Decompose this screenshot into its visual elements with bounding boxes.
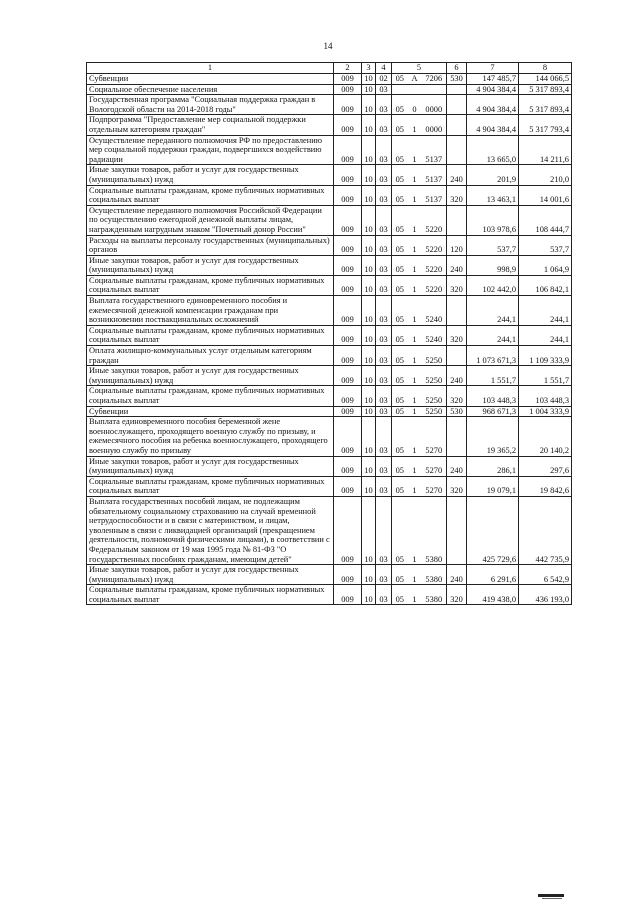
program-code: 05	[392, 456, 408, 476]
subprogram-code: 1	[408, 476, 422, 496]
program-code	[392, 84, 408, 95]
ministry-code: 009	[334, 585, 362, 605]
subsection-code: 03	[376, 255, 392, 275]
ministry-code: 009	[334, 205, 362, 235]
program-code: 05	[392, 115, 408, 135]
ministry-code: 009	[334, 496, 362, 564]
amount-2016: 4 904 384,4	[467, 115, 519, 135]
table-row	[87, 386, 572, 406]
program-code: 05	[392, 185, 408, 205]
item-code: 5250	[422, 386, 447, 406]
subprogram-code: 1	[408, 366, 422, 386]
expense-type-code	[447, 296, 467, 326]
table-row	[87, 275, 572, 295]
ministry-code: 009	[334, 275, 362, 295]
amount-2017: 442 735,9	[519, 496, 572, 564]
row-name: Иные закупки товаров, работ и услуг для государственных (муниципальных) нужд	[87, 255, 334, 275]
amount-2017: 244,1	[519, 296, 572, 326]
table-row	[87, 115, 572, 135]
subsection-code: 03	[376, 406, 392, 417]
table-row	[87, 366, 572, 386]
item-code: 5250	[422, 406, 447, 417]
amount-2017: 5 317 893,4	[519, 95, 572, 115]
section-code: 10	[362, 205, 376, 235]
item-code: 7206	[422, 74, 447, 85]
section-code: 10	[362, 366, 376, 386]
subsection-code: 03	[376, 456, 392, 476]
program-code: 05	[392, 135, 408, 165]
row-name: Иные закупки товаров, работ и услуг для государственных (муниципальных) нужд	[87, 565, 334, 585]
table-row	[87, 95, 572, 115]
row-name: Субвенции	[87, 406, 334, 417]
row-name: Иные закупки товаров, работ и услуг для государственных (муниципальных) нужд	[87, 165, 334, 185]
table-row	[87, 565, 572, 585]
expense-type-code	[447, 115, 467, 135]
section-code: 10	[362, 255, 376, 275]
expense-type-code: 240	[447, 255, 467, 275]
subprogram-code: 1	[408, 325, 422, 345]
section-code: 10	[362, 456, 376, 476]
subsection-code: 03	[376, 115, 392, 135]
header-cell: 7	[467, 63, 519, 74]
subsection-code: 03	[376, 205, 392, 235]
program-code: 05	[392, 235, 408, 255]
budget-table	[86, 62, 572, 605]
amount-2016: 103 978,6	[467, 205, 519, 235]
subsection-code: 03	[376, 476, 392, 496]
header-cell: 4	[376, 63, 392, 74]
amount-2017: 537,7	[519, 235, 572, 255]
ministry-code: 009	[334, 74, 362, 85]
amount-2016: 6 291,6	[467, 565, 519, 585]
amount-2016: 19 365,2	[467, 417, 519, 456]
program-code: 05	[392, 346, 408, 366]
amount-2016: 1 073 671,3	[467, 346, 519, 366]
item-code: 5137	[422, 135, 447, 165]
section-code: 10	[362, 165, 376, 185]
expense-type-code: 320	[447, 476, 467, 496]
amount-2016: 537,7	[467, 235, 519, 255]
section-code: 10	[362, 185, 376, 205]
item-code: 5240	[422, 325, 447, 345]
amount-2017: 436 193,0	[519, 585, 572, 605]
subsection-code: 03	[376, 185, 392, 205]
item-code: 0000	[422, 115, 447, 135]
amount-2016: 4 904 384,4	[467, 95, 519, 115]
subprogram-code: 1	[408, 255, 422, 275]
expense-type-code: 240	[447, 565, 467, 585]
ministry-code: 009	[334, 185, 362, 205]
subprogram-code: 1	[408, 386, 422, 406]
subprogram-code: 1	[408, 346, 422, 366]
subsection-code: 03	[376, 95, 392, 115]
ministry-code: 009	[334, 165, 362, 185]
section-code: 10	[362, 275, 376, 295]
section-code: 10	[362, 417, 376, 456]
item-code: 5380	[422, 565, 447, 585]
amount-2017: 244,1	[519, 325, 572, 345]
ministry-code: 009	[334, 417, 362, 456]
section-code: 10	[362, 235, 376, 255]
ministry-code: 009	[334, 406, 362, 417]
section-code: 10	[362, 296, 376, 326]
row-name: Осуществление переданного полномочия Российской Федерации по осуществлению ежегодной денежной выплаты лицам, награжденным нагрудным знаком "Почетный донор России"	[87, 205, 334, 235]
row-name: Выплата государственного единовременного пособия и ежемесячной денежной компенсации гражданам при возникновении поствакцинальных осложнений	[87, 296, 334, 326]
item-code: 5220	[422, 205, 447, 235]
row-name: Субвенции	[87, 74, 334, 85]
section-code: 10	[362, 95, 376, 115]
subprogram-code: А	[408, 74, 422, 85]
table-row	[87, 84, 572, 95]
subprogram-code: 1	[408, 185, 422, 205]
expense-type-code: 320	[447, 275, 467, 295]
section-code: 10	[362, 585, 376, 605]
row-name: Выплата единовременного пособия беременной жене военнослужащего, проходящего военную службу по призыву, и ежемесячного пособия на ребенка военнослужащего, проходящего военную службу по призыву	[87, 417, 334, 456]
section-code: 10	[362, 325, 376, 345]
row-name: Оплата жилищно-коммунальных услуг отдельным категориям граждан	[87, 346, 334, 366]
item-code: 5270	[422, 417, 447, 456]
amount-2016: 13 665,0	[467, 135, 519, 165]
row-name: Государственная программа "Социальная поддержка граждан в Вологодской области на 2014-2018 годы"	[87, 95, 334, 115]
subsection-code: 03	[376, 135, 392, 165]
expense-type-code: 320	[447, 325, 467, 345]
ministry-code: 009	[334, 135, 362, 165]
item-code: 5137	[422, 165, 447, 185]
program-code: 05	[392, 296, 408, 326]
header-cell: 6	[447, 63, 467, 74]
section-code: 10	[362, 386, 376, 406]
row-name: Социальные выплаты гражданам, кроме публичных нормативных социальных выплат	[87, 185, 334, 205]
program-code: 05	[392, 585, 408, 605]
expense-type-code	[447, 84, 467, 95]
table-row	[87, 325, 572, 345]
subprogram-code: 0	[408, 95, 422, 115]
amount-2016: 968 671,3	[467, 406, 519, 417]
amount-2017: 297,6	[519, 456, 572, 476]
subprogram-code: 1	[408, 496, 422, 564]
table-row	[87, 296, 572, 326]
row-name: Расходы на выплаты персоналу государственных (муниципальных) органов	[87, 235, 334, 255]
item-code: 5220	[422, 235, 447, 255]
amount-2017: 20 140,2	[519, 417, 572, 456]
row-name: Иные закупки товаров, работ и услуг для государственных (муниципальных) нужд	[87, 456, 334, 476]
section-code: 10	[362, 84, 376, 95]
amount-2016: 4 904 384,4	[467, 84, 519, 95]
row-name: Выплата государственных пособий лицам, не подлежащим обязательному социальному страхованию на случай временной нетрудоспособности и в связи с материнством, и лицам, уволенным в связи с ликвидацией организаций (прекращением деятельности, полномочий физическими лицами), в соответствии с Федеральным законом от 19 мая 1995 года № 81-ФЗ "О государственных пособиях гражданам, имеющим детей"	[87, 496, 334, 564]
amount-2016: 1 551,7	[467, 366, 519, 386]
program-code: 05	[392, 386, 408, 406]
program-code: 05	[392, 496, 408, 564]
subprogram-code: 1	[408, 135, 422, 165]
subprogram-code: 1	[408, 585, 422, 605]
item-code: 5270	[422, 456, 447, 476]
subprogram-code: 1	[408, 417, 422, 456]
amount-2017: 1 004 333,9	[519, 406, 572, 417]
program-code: 05	[392, 366, 408, 386]
program-code: 05	[392, 325, 408, 345]
subsection-code: 03	[376, 565, 392, 585]
amount-2016: 102 442,0	[467, 275, 519, 295]
item-code: 0000	[422, 95, 447, 115]
ministry-code: 009	[334, 84, 362, 95]
item-code: 5270	[422, 476, 447, 496]
subprogram-code: 1	[408, 115, 422, 135]
subprogram-code: 1	[408, 205, 422, 235]
row-name: Социальные выплаты гражданам, кроме публичных нормативных социальных выплат	[87, 325, 334, 345]
amount-2017: 1 109 333,9	[519, 346, 572, 366]
table-row	[87, 406, 572, 417]
page-number: 14	[323, 41, 333, 51]
program-code: 05	[392, 476, 408, 496]
item-code: 5220	[422, 275, 447, 295]
ministry-code: 009	[334, 346, 362, 366]
amount-2016: 147 485,7	[467, 74, 519, 85]
section-code: 10	[362, 565, 376, 585]
subprogram-code: 1	[408, 235, 422, 255]
amount-2017: 19 842,6	[519, 476, 572, 496]
program-code: 05	[392, 95, 408, 115]
amount-2016: 425 729,6	[467, 496, 519, 564]
subsection-code: 03	[376, 165, 392, 185]
table-row	[87, 74, 572, 85]
amount-2016: 419 438,0	[467, 585, 519, 605]
subprogram-code: 1	[408, 165, 422, 185]
subsection-code: 03	[376, 496, 392, 564]
subsection-code: 03	[376, 325, 392, 345]
subsection-code: 03	[376, 346, 392, 366]
program-code: 05	[392, 406, 408, 417]
table-row	[87, 476, 572, 496]
amount-2016: 103 448,3	[467, 386, 519, 406]
subsection-code: 03	[376, 275, 392, 295]
subsection-code: 03	[376, 386, 392, 406]
table-row	[87, 346, 572, 366]
item-code: 5380	[422, 496, 447, 564]
row-name: Осуществление переданного полномочия РФ по предоставлению мер социальной поддержки граждан, подвергшихся воздействию радиации	[87, 135, 334, 165]
expense-type-code	[447, 205, 467, 235]
expense-type-code	[447, 496, 467, 564]
expense-type-code	[447, 135, 467, 165]
scan-mark	[538, 894, 564, 897]
expense-type-code	[447, 95, 467, 115]
item-code: 5240	[422, 296, 447, 326]
section-code: 10	[362, 115, 376, 135]
amount-2016: 998,9	[467, 255, 519, 275]
table-row	[87, 165, 572, 185]
header-cell: 1	[87, 63, 334, 74]
subprogram-code: 1	[408, 565, 422, 585]
amount-2017: 5 317 893,4	[519, 84, 572, 95]
amount-2017: 14 001,6	[519, 185, 572, 205]
section-code: 10	[362, 135, 376, 165]
item-code	[422, 84, 447, 95]
program-code: 05	[392, 255, 408, 275]
expense-type-code	[447, 346, 467, 366]
amount-2017: 144 066,5	[519, 74, 572, 85]
amount-2017: 1 551,7	[519, 366, 572, 386]
row-name: Социальные выплаты гражданам, кроме публичных нормативных социальных выплат	[87, 275, 334, 295]
header-row	[87, 63, 572, 74]
ministry-code: 009	[334, 95, 362, 115]
table-row	[87, 585, 572, 605]
subsection-code: 03	[376, 366, 392, 386]
program-code: 05	[392, 275, 408, 295]
expense-type-code: 240	[447, 366, 467, 386]
item-code: 5250	[422, 366, 447, 386]
expense-type-code: 320	[447, 386, 467, 406]
ministry-code: 009	[334, 366, 362, 386]
subsection-code: 03	[376, 84, 392, 95]
expense-type-code: 240	[447, 165, 467, 185]
expense-type-code	[447, 417, 467, 456]
program-code: 05	[392, 565, 408, 585]
expense-type-code: 530	[447, 74, 467, 85]
subprogram-code: 1	[408, 406, 422, 417]
program-code: 05	[392, 205, 408, 235]
program-code: 05	[392, 74, 408, 85]
header-cell: 8	[519, 63, 572, 74]
amount-2016: 244,1	[467, 325, 519, 345]
section-code: 10	[362, 476, 376, 496]
expense-type-code: 320	[447, 585, 467, 605]
item-code: 5220	[422, 255, 447, 275]
amount-2017: 1 064,9	[519, 255, 572, 275]
expense-type-code: 120	[447, 235, 467, 255]
table-row	[87, 417, 572, 456]
row-name: Социальные выплаты гражданам, кроме публичных нормативных социальных выплат	[87, 476, 334, 496]
table-row	[87, 255, 572, 275]
table-row	[87, 205, 572, 235]
ministry-code: 009	[334, 255, 362, 275]
subsection-code: 03	[376, 585, 392, 605]
amount-2016: 19 079,1	[467, 476, 519, 496]
subprogram-code: 1	[408, 275, 422, 295]
ministry-code: 009	[334, 476, 362, 496]
row-name: Социальные выплаты гражданам, кроме публичных нормативных социальных выплат	[87, 585, 334, 605]
row-name: Социальные выплаты гражданам, кроме публичных нормативных социальных выплат	[87, 386, 334, 406]
section-code: 10	[362, 496, 376, 564]
ministry-code: 009	[334, 115, 362, 135]
table-row	[87, 135, 572, 165]
amount-2016: 244,1	[467, 296, 519, 326]
row-name: Иные закупки товаров, работ и услуг для государственных (муниципальных) нужд	[87, 366, 334, 386]
ministry-code: 009	[334, 325, 362, 345]
subsection-code: 03	[376, 235, 392, 255]
subprogram-code: 1	[408, 456, 422, 476]
item-code: 5380	[422, 585, 447, 605]
amount-2017: 14 211,6	[519, 135, 572, 165]
expense-type-code: 240	[447, 456, 467, 476]
header-cell: 2	[334, 63, 362, 74]
ministry-code: 009	[334, 235, 362, 255]
section-code: 10	[362, 74, 376, 85]
table-row	[87, 235, 572, 255]
header-cell: 3	[362, 63, 376, 74]
amount-2017: 210,0	[519, 165, 572, 185]
amount-2017: 5 317 793,4	[519, 115, 572, 135]
ministry-code: 009	[334, 565, 362, 585]
amount-2016: 286,1	[467, 456, 519, 476]
subprogram-code	[408, 84, 422, 95]
row-name: Социальное обеспечение населения	[87, 84, 334, 95]
amount-2017: 108 444,7	[519, 205, 572, 235]
header-cell: 5	[392, 63, 447, 74]
table-row	[87, 456, 572, 476]
ministry-code: 009	[334, 296, 362, 326]
expense-type-code: 320	[447, 185, 467, 205]
ministry-code: 009	[334, 386, 362, 406]
subprogram-code: 1	[408, 296, 422, 326]
expense-type-code: 530	[447, 406, 467, 417]
subsection-code: 03	[376, 417, 392, 456]
table-row	[87, 185, 572, 205]
program-code: 05	[392, 417, 408, 456]
section-code: 10	[362, 346, 376, 366]
amount-2017: 103 448,3	[519, 386, 572, 406]
amount-2017: 106 842,1	[519, 275, 572, 295]
table-row	[87, 496, 572, 564]
row-name: Подпрограмма "Предоставление мер социальной поддержки отдельным категориям граждан"	[87, 115, 334, 135]
subsection-code: 03	[376, 296, 392, 326]
amount-2017: 6 542,9	[519, 565, 572, 585]
ministry-code: 009	[334, 456, 362, 476]
item-code: 5137	[422, 185, 447, 205]
item-code: 5250	[422, 346, 447, 366]
subsection-code: 02	[376, 74, 392, 85]
program-code: 05	[392, 165, 408, 185]
amount-2016: 201,9	[467, 165, 519, 185]
section-code: 10	[362, 406, 376, 417]
amount-2016: 13 463,1	[467, 185, 519, 205]
